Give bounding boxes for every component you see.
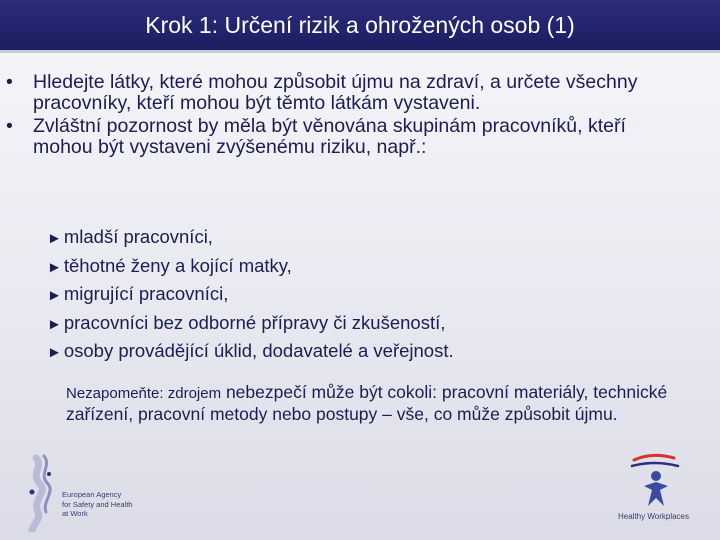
sub-item — [47, 338, 454, 367]
sub-list — [47, 224, 454, 367]
triangle-icon: ► — [47, 287, 62, 304]
sub-item-text: migrující pracovníci, — [63, 283, 229, 304]
title-divider — [0, 50, 720, 53]
sub-item — [47, 253, 454, 282]
triangle-icon: ► — [47, 258, 62, 276]
eu-osha-logo — [22, 452, 172, 532]
triangle-icon: ► — [47, 230, 62, 247]
bullet-marker: • — [6, 115, 13, 137]
note-lead: Nezapomeňte: zdrojem — [66, 385, 222, 402]
sub-item-text: těhotné ženy a kojící matky, — [63, 254, 292, 276]
campaign-name: Healthy Workplaces — [618, 512, 689, 521]
slide-title: Krok 1: Určení rizik a ohrožených osob (1) — [145, 11, 575, 38]
bullet-text: Zvláštní pozornost by měla být věnována skupinám pracovníků, kteří mohou být vystaveni zvýšenému riziku, např.: — [33, 115, 626, 158]
campaign-emblem-icon — [612, 452, 712, 512]
bullet-marker: • — [6, 71, 13, 93]
reminder-note — [66, 382, 706, 425]
title-bar — [0, 0, 720, 50]
triangle-icon: ► — [47, 344, 62, 361]
agency-emblem-icon — [22, 452, 62, 532]
bullet-item — [0, 72, 670, 114]
healthy-workplaces-logo — [612, 452, 712, 532]
sub-item — [47, 224, 454, 253]
agency-name: European Agency for Safety and Health at Work — [62, 490, 133, 518]
sub-item — [47, 281, 454, 310]
sub-item — [47, 310, 454, 339]
bullet-text: Hledejte látky, které mohou způsobit újmu na zdraví, a určete všechny pracovníky, kteří mohou být těmto látkám vystaveni. — [33, 71, 638, 114]
sub-item-text: mladší pracovníci, — [63, 226, 213, 247]
triangle-icon: ► — [47, 315, 62, 333]
sub-item-text: osoby provádějící úklid, dodavatelé a veřejnost. — [63, 340, 454, 361]
note-text: nebezpečí může být cokoli: pracovní materiály, technické zařízení, pracovní metody nebo postupy – vše, co může způsobit újmu. — [66, 382, 668, 424]
bullet-list — [0, 72, 720, 158]
sub-item-text: pracovníci bez odborné přípravy či zkušeností, — [63, 311, 446, 333]
bullet-item — [0, 116, 670, 158]
